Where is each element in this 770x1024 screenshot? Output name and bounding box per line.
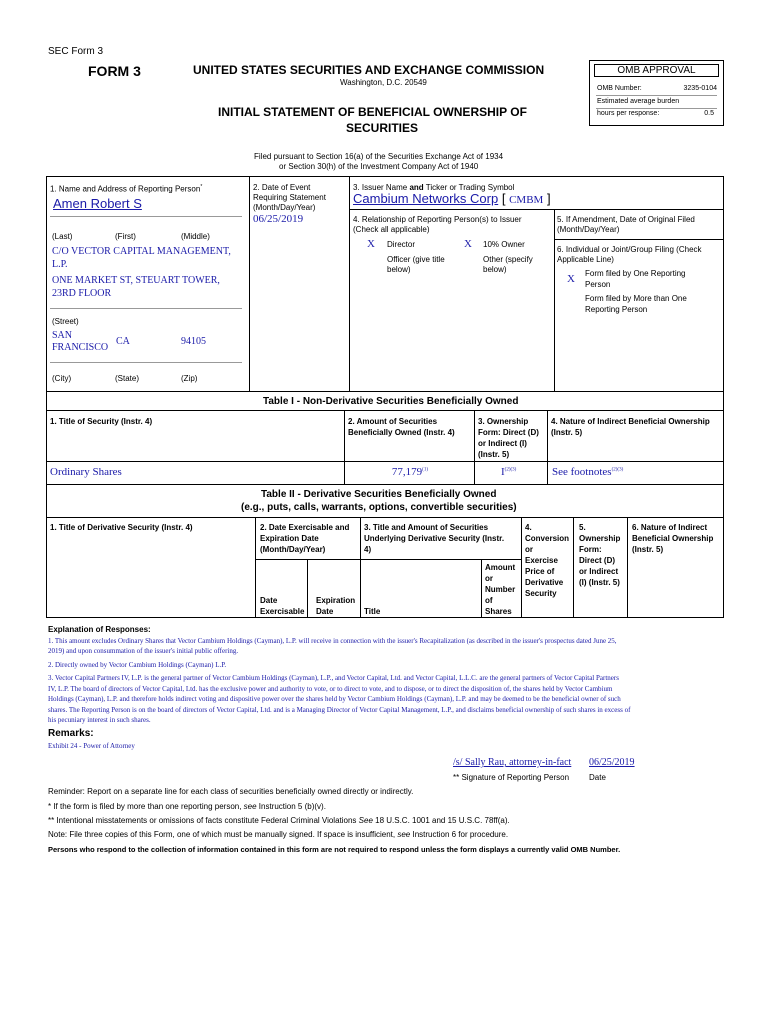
statement-title-line2: SECURITIES xyxy=(346,121,419,135)
table2-col3-header-line3: 4) xyxy=(364,545,372,554)
remarks-heading: Remarks: xyxy=(48,728,94,739)
table2-col2-expiration-line2: Date xyxy=(316,607,334,616)
table1-col3-header-line2: Form: Direct (D) xyxy=(478,428,539,437)
table1-col2-header-line1: 2. Amount of Securities xyxy=(348,417,438,426)
box4-label-line1: 4. Relationship of Reporting Person(s) to Issuer xyxy=(353,215,522,224)
table1-title: Table I - Non-Derivative Securities Beneficially Owned xyxy=(263,396,519,407)
ten-percent-owner-check[interactable]: X xyxy=(464,238,472,250)
omb-number-label: OMB Number: xyxy=(597,85,642,92)
ownership-form xyxy=(501,466,516,478)
ticker-bracket-open: [ xyxy=(501,191,506,206)
omb-hours-label: hours per response: xyxy=(597,110,660,117)
table2-col4-header xyxy=(525,522,569,599)
star-note-2 xyxy=(48,816,510,825)
table2-col5-line: (I) (Instr. 5) xyxy=(579,578,620,587)
table2-col3-header-line1: 3. Title and Amount of Securities xyxy=(364,523,489,532)
table1-col4-header-line1: 4. Nature of Indirect Beneficial Ownership xyxy=(551,417,710,426)
reporting-person-name[interactable]: Amen Robert S xyxy=(53,196,142,211)
table2-col6-header xyxy=(632,522,713,555)
table2-col3-title: Title xyxy=(364,607,381,616)
table1-col3-header-line4: (Instr. 5) xyxy=(478,450,510,459)
sec-form-label: SEC Form 3 xyxy=(48,46,104,57)
footnote-1-line: 2019) and upon consummation of the issuer's initial public offering. xyxy=(48,647,239,655)
table2-col4-line: 4. xyxy=(525,523,532,532)
event-date: 06/25/2019 xyxy=(253,213,304,225)
star-note-1-see: see xyxy=(243,802,257,811)
box5-label-line1: 5. If Amendment, Date of Original Filed xyxy=(557,215,695,224)
star-note-2-pre: ** Intentional misstatements or omissions of facts constitute Federal Criminal Violations xyxy=(48,816,359,825)
amount-owned-footnote: (1) xyxy=(422,467,428,473)
issuer-name-link[interactable]: Cambium Networks Corp xyxy=(353,191,499,206)
officer-label-line2: below) xyxy=(387,265,411,274)
omb-disclaimer: Persons who respond to the collection of information contained in this form are not required to respond unless the form displays a currently valid OMB Number. xyxy=(48,845,621,854)
ten-percent-owner-label: 10% Owner xyxy=(483,240,525,249)
box6-label-line1: 6. Individual or Joint/Group Filing (Check xyxy=(557,245,702,254)
table2-col3-amount-line: Number xyxy=(485,585,516,594)
star-note-2-post: 18 U.S.C. 1001 and 15 U.S.C. 78ff(a). xyxy=(372,816,510,825)
table2-col3-amount-line: of xyxy=(485,596,493,605)
footnote-3-line: IV, L.P. The board of directors of Vector Capital, Ltd. has the exclusive power and authority to vote, or to direct to vote, and to dispose, or to direct the disposition of, the shares held by Vector Cambium xyxy=(48,684,613,693)
other-label-line1: Other (specify xyxy=(483,255,533,264)
table2-col4-line: Security xyxy=(525,589,557,598)
signature-label: ** Signature of Reporting Person xyxy=(453,773,570,782)
table1-col3-header-line3: or Indirect (I) xyxy=(478,439,527,448)
one-reporting-person-check[interactable]: X xyxy=(567,273,575,285)
nature-of-ownership xyxy=(552,466,623,478)
remarks-text: Exhibit 24 - Power of Attorney xyxy=(48,742,135,750)
explanation-heading: Explanation of Responses: xyxy=(48,625,151,634)
amount-owned-value: 77,179 xyxy=(391,466,423,478)
table2-col2-header-line3: (Month/Day/Year) xyxy=(260,545,326,554)
officer-label-line1: Officer (give title xyxy=(387,255,445,264)
footnote-1-line: 1. This amount excludes Ordinary Shares that Vector Cambium Holdings (Cayman), L.P. will receive in connection with the issuer's Recapitalization (as described in the issuer's prospectus dated June 25, xyxy=(48,637,617,645)
more-reporting-person-line1: Form filed by More than One xyxy=(585,294,687,303)
footnote-2-line: 2. Directly owned by Vector Cambium Holdings (Cayman) L.P. xyxy=(48,661,227,669)
table2-col2-date-line1: Date xyxy=(260,596,278,605)
commission-title: UNITED STATES SECURITIES AND EXCHANGE COMMISSION xyxy=(193,63,545,77)
table2-title-line1: Table II - Derivative Securities Beneficially Owned xyxy=(261,489,497,500)
table2-col4-line: Derivative xyxy=(525,578,564,587)
nature-of-ownership-footnote: (2)(3) xyxy=(611,467,624,473)
signature-value: /s/ Sally Rau, attorney-in-fact xyxy=(453,757,572,768)
star-note-1 xyxy=(48,802,326,811)
table2-col5-line: 5. xyxy=(579,523,586,532)
address-line2: L.P. xyxy=(52,259,68,270)
table2-col3-amount-line: or xyxy=(485,574,493,583)
table2-col2-expiration-line1: Expiration xyxy=(316,596,356,605)
box4-label-line2: (Check all applicable) xyxy=(353,225,430,234)
statement-title-line1: INITIAL STATEMENT OF BENEFICIAL OWNERSHIP OF xyxy=(218,105,527,119)
zip-label: (Zip) xyxy=(181,374,198,383)
ticker-symbol: CMBM xyxy=(509,194,544,206)
omb-number-value: 3235-0104 xyxy=(683,85,717,92)
security-title: Ordinary Shares xyxy=(50,466,122,478)
box2-label-line1: 2. Date of Event xyxy=(253,183,311,192)
table-row xyxy=(48,466,724,482)
signature-date-value: 06/25/2019 xyxy=(589,757,635,768)
table2-col5-line: Form: xyxy=(579,545,602,554)
commission-city: Washington, D.C. 20549 xyxy=(340,78,427,87)
city-value-line1: SAN xyxy=(52,330,73,341)
footnote-3-line: Holdings (Cayman), L.P. and therefore holds indirect voting and dispositive power over the shares held by Vector Cambium Holdings (Cayman), L.P. and may be deemed to be the beneficial owner of such xyxy=(48,695,621,703)
address-line3: ONE MARKET ST, STEUART TOWER, xyxy=(52,275,220,286)
ownership-form-value: I xyxy=(501,466,505,478)
table2-col3-header-line2: Underlying Derivative Security (Instr. xyxy=(364,534,505,543)
middle-label: (Middle) xyxy=(181,232,210,241)
filed-pursuant-line2: or Section 30(h) of the Investment Company Act of 1940 xyxy=(279,162,479,171)
table2-col4-line: Price of xyxy=(525,567,555,576)
box5-label-line2: (Month/Day/Year) xyxy=(557,225,620,234)
box3-label-and: and xyxy=(409,183,424,192)
footnote-3-line: his pecuniary interest in such shares. xyxy=(48,716,151,724)
signature-date-label: Date xyxy=(589,773,606,782)
table1-col1-header: 1. Title of Security (Instr. 4) xyxy=(50,417,153,426)
file-note-post: Instruction 6 for procedure. xyxy=(410,830,509,839)
first-label: (First) xyxy=(115,232,136,241)
file-note-pre: Note: File three copies of this Form, one of which must be manually signed. If space is insufficient, xyxy=(48,830,398,839)
issuer-line xyxy=(353,191,551,206)
footnote-1 xyxy=(48,636,724,656)
table2-col2-date-line2: Exercisable xyxy=(260,607,305,616)
address-line1: C/O VECTOR CAPITAL MANAGEMENT, xyxy=(52,246,231,257)
table2-col3-amount-line: Amount xyxy=(485,563,516,572)
footnote-2 xyxy=(48,660,724,670)
table2-title-line2: (e.g., puts, calls, warrants, options, convertible securities) xyxy=(241,502,517,513)
state-label: (State) xyxy=(115,374,140,383)
table2-col5-line: Direct (D) xyxy=(579,556,616,565)
omb-burden-label: Estimated average burden xyxy=(597,98,680,105)
ticker-bracket-close: ] xyxy=(546,191,551,206)
one-reporting-person-line1: Form filed by One Reporting xyxy=(585,269,686,278)
table2-col4-line: Exercise xyxy=(525,556,558,565)
table2-col6-line: (Instr. 5) xyxy=(632,545,664,554)
box3-label-post: Ticker or Trading Symbol xyxy=(423,183,515,192)
table2-col3-amount xyxy=(485,562,515,617)
table2-col6-line: 6. Nature of Indirect xyxy=(632,523,708,532)
file-note-see: see xyxy=(397,830,411,839)
zip-value: 94105 xyxy=(181,336,206,347)
omb-approval-box xyxy=(589,60,724,126)
table2-col2-header-line1: 2. Date Exercisable and xyxy=(260,523,350,532)
street-label: (Street) xyxy=(52,317,79,326)
omb-hours-value: 0.5 xyxy=(704,110,714,117)
director-check[interactable]: X xyxy=(367,238,375,250)
city-value-line2: FRANCISCO xyxy=(52,342,109,353)
footnote-3 xyxy=(48,673,724,726)
box6-label-line2: Applicable Line) xyxy=(557,255,614,264)
table2-col5-line: or Indirect xyxy=(579,567,619,576)
last-label: (Last) xyxy=(52,232,73,241)
one-reporting-person-line2: Person xyxy=(585,280,611,289)
box1-asterisk: * xyxy=(200,184,203,190)
more-reporting-person-line2: Reporting Person xyxy=(585,305,648,314)
box1-label xyxy=(50,182,202,195)
star-note-1-pre: * If the form is filed by more than one reporting person, xyxy=(48,802,244,811)
star-note-1-post: Instruction 5 (b)(v). xyxy=(256,802,326,811)
table2-col6-line: Beneficial Ownership xyxy=(632,534,714,543)
address-line4: 23RD FLOOR xyxy=(52,288,112,299)
file-note xyxy=(48,830,508,839)
state-value: CA xyxy=(116,336,130,347)
box2-label-line2: Requiring Statement xyxy=(253,193,326,202)
table2-col4-line: Conversion xyxy=(525,534,570,543)
table2-col4-line: or xyxy=(525,545,533,554)
omb-approval-title: OMB APPROVAL xyxy=(594,64,719,77)
city-label: (City) xyxy=(52,374,72,383)
form-title: FORM 3 xyxy=(88,63,141,79)
footnote-3-line: 3. Vector Capital Partners IV, L.P. is the general partner of Vector Cambium Holdings (Cayman), L.P., and Vector Capital, Ltd. and Vector Capital, L.L.C. are the general partners of Vector Capital Partners xyxy=(48,674,619,682)
amount-owned xyxy=(392,466,428,478)
table2-col3-amount-line: Shares xyxy=(485,607,512,616)
ownership-form-footnote: (2)(3) xyxy=(504,467,517,473)
reminder-text: Reminder: Report on a separate line for each class of securities beneficially owned directly or indirectly. xyxy=(48,787,414,796)
director-label: Director xyxy=(387,240,416,249)
filed-pursuant-line1: Filed pursuant to Section 16(a) of the Securities Exchange Act of 1934 xyxy=(254,152,504,161)
table2-col5-line: Ownership xyxy=(579,534,621,543)
other-label-line2: below) xyxy=(483,265,507,274)
table2-col2-header-line2: Expiration Date xyxy=(260,534,319,543)
table1-col3-header-line1: 3. Ownership xyxy=(478,417,529,426)
table2-col1-header: 1. Title of Derivative Security (Instr. 4) xyxy=(50,523,193,532)
box2-label-line3: (Month/Day/Year) xyxy=(253,203,316,212)
table2-col5-header xyxy=(579,522,620,588)
box3-label-pre: 3. Issuer Name xyxy=(353,183,410,192)
table1-col4-header-line2: (Instr. 5) xyxy=(551,428,583,437)
nature-of-ownership-value: See footnotes xyxy=(552,466,612,478)
footnote-3-line: shares. The Reporting Person is on the board of directors of Vector Capital, Ltd. and is a Managing Director of Vector Capital Management, L.P., and disclaims beneficial ownership of such shares in excess of xyxy=(48,705,631,714)
table1-col2-header-line2: Beneficially Owned (Instr. 4) xyxy=(348,428,455,437)
box1-label-text: 1. Name and Address of Reporting Person xyxy=(50,184,201,194)
star-note-2-see: See xyxy=(358,816,373,825)
